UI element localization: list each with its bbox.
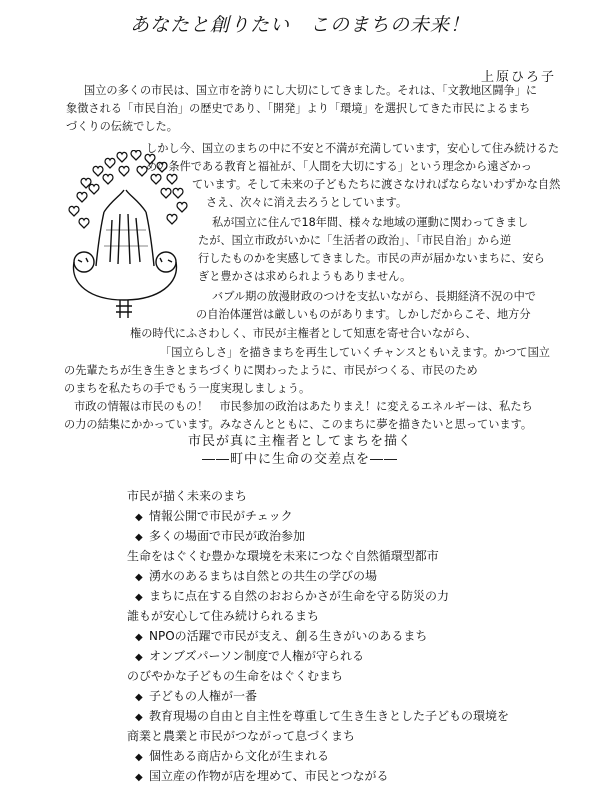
list-item-text: 湧水のあるまちは自然との共生の学びの場: [149, 569, 378, 583]
diamond-bullet-icon: ◆: [135, 692, 143, 703]
list-category: 市民が描く未来のまち: [127, 489, 248, 503]
body-line: さえ、次々に消え去ろうとしています。: [206, 196, 408, 209]
list-item-text: 子どもの人権が一番: [149, 689, 258, 703]
body-line: の力の結集にかかっています。みなさんとともに、このまちに夢を描きたいと思っています。: [64, 418, 533, 431]
body-line: 「国立らしさ」を描きまちを再生していくチャンスともいえます。かつて国立: [160, 346, 550, 359]
list-item: [135, 686, 509, 706]
body-line: ています。そして未来の子どもたちに渡さなければならないわずかな自然: [192, 178, 561, 191]
section-subheading: ――町中に生命の交差点を――: [201, 452, 398, 467]
body-line: ぎと豊かさは求められようもありません。: [198, 270, 412, 283]
tree-illustration: [60, 150, 190, 320]
body-line: バブル期の放漫財政のつけを支払いながら、長期経済不況の中で: [212, 290, 536, 303]
list-item-text: 国立産の作物が店を埋めて、市民とつながる: [149, 769, 389, 783]
body-line: しかし今、国立のまちの中に不安と不満が充満しています，安心して住み続けるた: [146, 142, 560, 155]
list-category: 生命をはぐくむ豊かな環境を未来につなぐ自然循環型都市: [127, 549, 439, 563]
diamond-bullet-icon: ◆: [135, 712, 143, 723]
list-item-text: NPOの活躍で市民が支え、創る生きがいのあるまち: [149, 629, 428, 643]
list-item: [135, 586, 509, 606]
list-item: [135, 566, 509, 586]
body-line: 象徴される「市民自治」の歴史であり、「開発」より「環境」を選択してきた市民によるまち: [66, 102, 531, 115]
list-item-text: 情報公開で市民がチェック: [149, 509, 293, 523]
body-line: のまちを私たちの手でもう一度実現しましょう。: [64, 382, 311, 395]
body-line: めの条件である教育と福祉が、「人間を大切にする」という理念から遠ざかっ: [146, 160, 532, 173]
diamond-bullet-icon: ◆: [135, 652, 143, 663]
diamond-bullet-icon: ◆: [135, 772, 143, 783]
list-item: [135, 746, 509, 766]
vision-list: [127, 486, 509, 786]
body-line: 権の時代にふさわしく、市民が主権者として知恵を寄せ合いながら、: [130, 327, 477, 340]
diamond-bullet-icon: ◆: [135, 572, 143, 583]
diamond-bullet-icon: ◆: [135, 512, 143, 523]
page-title: あなたと創りたい このまちの未来！: [129, 14, 470, 36]
list-item: [135, 646, 509, 666]
diamond-bullet-icon: ◆: [135, 592, 143, 603]
list-item: [135, 526, 509, 546]
tree-trunk: [96, 190, 154, 266]
hands-illustration: [73, 252, 176, 318]
list-category: のびやかな子どもの生命をはぐくむまち: [127, 669, 344, 683]
section-heading: 市民が真に主権者としてまちを描く: [187, 434, 412, 449]
list-item: [135, 706, 509, 726]
body-line: の自治体運営は厳しいものがあります。しかしだからこそ、地方分: [196, 308, 531, 321]
diamond-bullet-icon: ◆: [135, 532, 143, 543]
list-item-text: 個性ある商店から文化が生まれる: [149, 749, 330, 763]
body-line: の先輩たちが生き生きとまちづくりに関わったように、市民がつくる、市民のため: [64, 364, 478, 377]
body-line: たが、国立市政がいかに「生活者の政治」、「市民自治」から逆: [198, 234, 512, 247]
list-item-text: 教育現場の自由と自主性を尊重して生き生きとした子どもの環境を: [149, 709, 510, 723]
list-item: [135, 506, 509, 526]
body-line: 市政の情報は市民のもの！ 市民参加の政治はあたりまえ！に変えるエネルギーは、私たち: [74, 400, 533, 413]
list-category: 商業と農業と市民がつながって息づくまち: [127, 729, 356, 743]
author-name: 上原ひろ子: [480, 70, 556, 85]
list-item-text: オンブズパーソン制度で人権が守られる: [149, 649, 365, 663]
list-item-text: まちに点在する自然のおおらかさが生命を守る防災の力: [149, 589, 450, 603]
diamond-bullet-icon: ◆: [135, 752, 143, 763]
list-item-text: 多くの場面で市民が政治参加: [149, 529, 306, 543]
body-line: 私が国立に住んで18年間、様々な地域の運動に関わってきまし: [212, 216, 529, 229]
body-line: づくりの伝統でした。: [66, 120, 178, 133]
body-line: 行したものかを実感してきました。市民の声が届かないまちに、安ら: [198, 252, 545, 265]
list-category: 誰もが安心して住み続けられるまち: [127, 609, 320, 623]
diamond-bullet-icon: ◆: [135, 632, 143, 643]
list-item: [135, 626, 509, 646]
body-line: 国立の多くの市民は、国立市を誇りにし大切にしてきました。それは、「文教地区闘争」に: [84, 84, 538, 97]
list-item: [135, 766, 509, 786]
